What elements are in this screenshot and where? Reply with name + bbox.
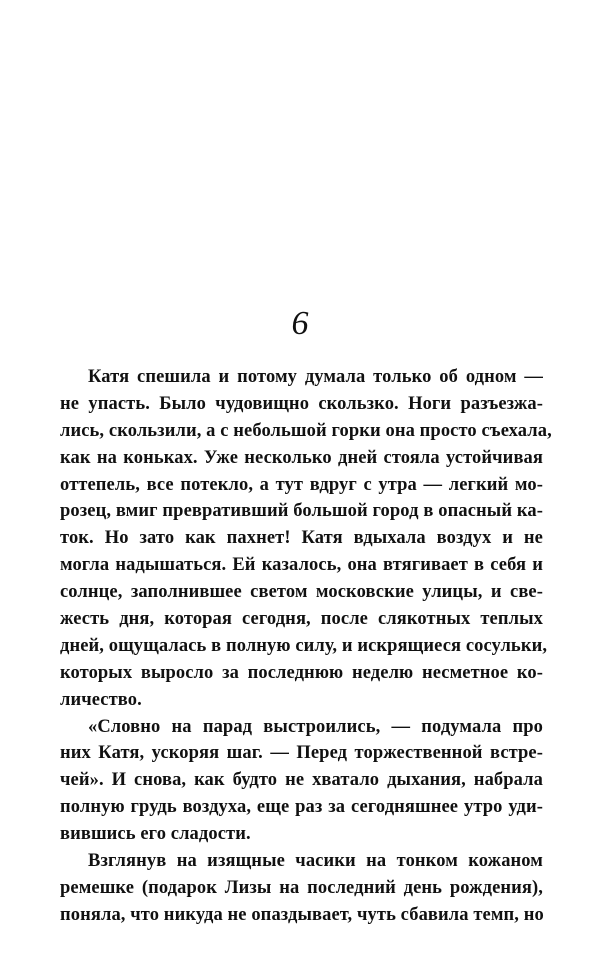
text-line: могла надышаться. Ей казалось, она втягивает в себя и bbox=[60, 555, 543, 576]
text-line: вившись его сладости. bbox=[60, 824, 251, 845]
text-line: чей». И снова, как будто не хватало дыхания, набрала bbox=[60, 770, 543, 791]
text-line: ремешке (подарок Лизы на последний день рождения), bbox=[60, 877, 543, 898]
text-line: не упасть. Было чудовищно скользко. Ноги разъезжа- bbox=[60, 393, 543, 414]
text-line: как на коньках. Уже несколько дней стояла устойчивая bbox=[60, 447, 543, 468]
text-line: ток. Но зато как пахнет! Катя вдыхала воздух и не bbox=[60, 528, 543, 549]
text-line: жесть дня, которая сегодня, после слякотных теплых bbox=[60, 609, 543, 630]
text-line: оттепель, все потекло, а тут вдруг с утра — легкий мо- bbox=[60, 474, 543, 495]
text-line: полную грудь воздуха, еще раз за сегодняшнее утро уди- bbox=[60, 797, 543, 818]
text-line: солнце, заполнившее светом московские улицы, и све- bbox=[60, 582, 543, 603]
text-line: «Словно на парад выстроились, — подумала про bbox=[88, 716, 543, 737]
text-line: поняла, что никуда не опаздывает, чуть сбавила темп, но bbox=[60, 904, 544, 925]
text-line: Катя спешила и потому думала только об одном — bbox=[88, 367, 543, 387]
paragraph bbox=[60, 714, 543, 848]
text-line: них Катя, ускоряя шаг. — Перед торжественной встре- bbox=[60, 743, 543, 764]
text-line: лись, скользили, а с небольшой горки она просто съехала, bbox=[60, 420, 552, 441]
text-line: дней, ощущалась в полную силу, и искрящиеся сосульки, bbox=[60, 635, 548, 656]
text-line: личество. bbox=[60, 689, 142, 710]
paragraph bbox=[60, 364, 552, 714]
text-line: розец, вмиг превративший большой город в опасный ка- bbox=[60, 501, 543, 522]
text-line: Взглянув на изящные часики на тонком кожаном bbox=[88, 851, 543, 872]
paragraph bbox=[60, 848, 543, 929]
text-line: которых выросло за последнюю неделю несметное ко- bbox=[60, 662, 543, 683]
body-text bbox=[60, 364, 552, 929]
chapter-number: 6 bbox=[291, 305, 309, 342]
